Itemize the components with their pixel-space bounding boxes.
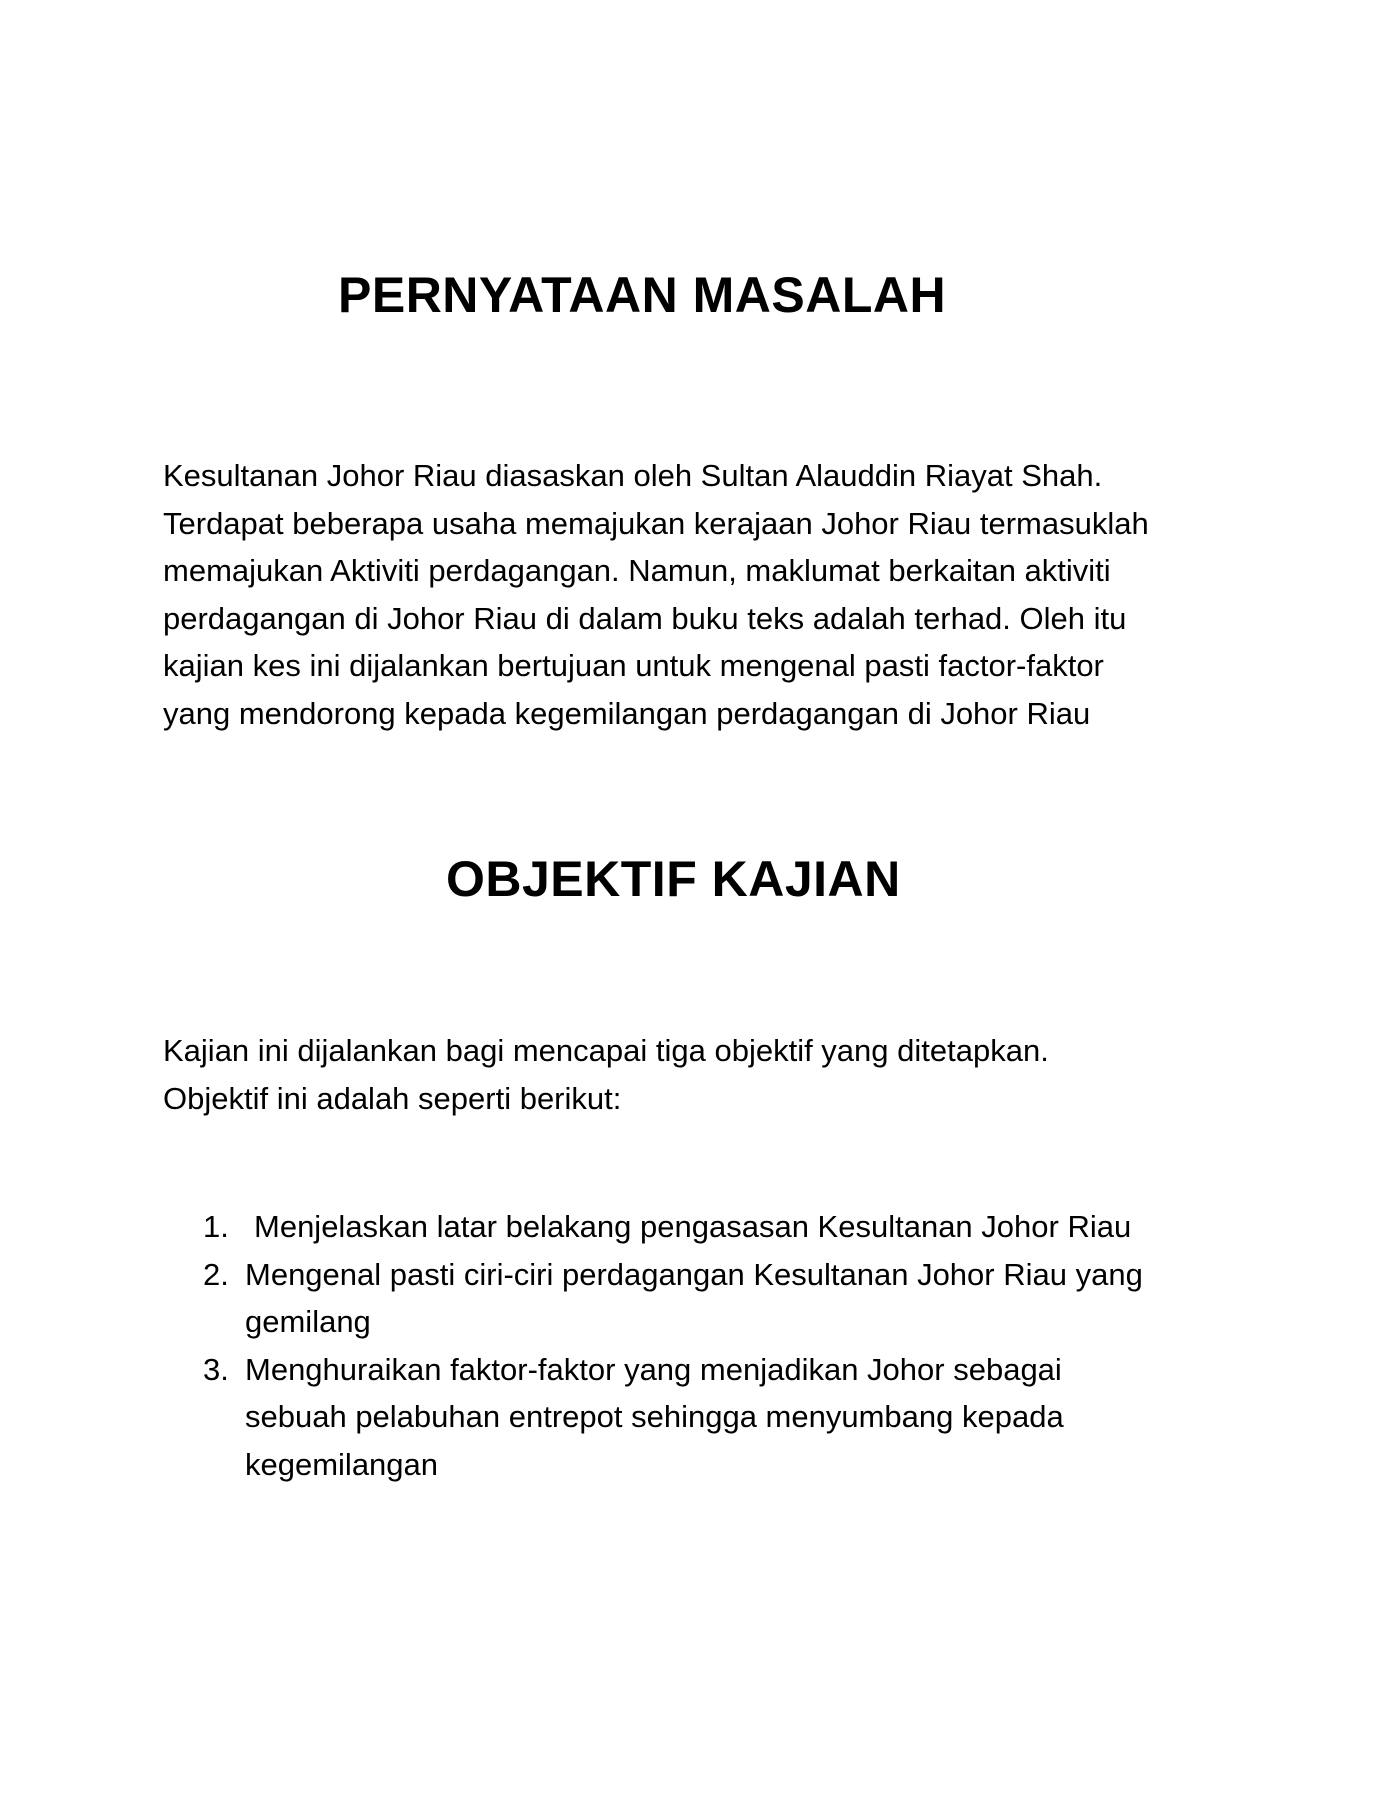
list-number: 1. (203, 1209, 229, 1244)
paragraph-line: Objektif ini adalah seperti berikut: (163, 1080, 622, 1116)
list-item-line: Mengenal pasti ciri-ciri perdagangan Kesultanan Johor Riau yang (245, 1256, 1143, 1292)
list-item (163, 1251, 1263, 1346)
list-item-line: gemilang (245, 1304, 371, 1339)
paragraph-line: memajukan Aktiviti perdagangan. Namun, maklumat berkaitan aktiviti (163, 553, 1111, 588)
list-item-line: Menjelaskan latar belakang pengasasan Kesultanan Johor Riau (254, 1209, 1132, 1244)
paragraph-line: Kesultanan Johor Riau diasaskan oleh Sultan Alauddin Riayat Shah. (163, 458, 1103, 493)
section-heading-objektif-kajian: OBJEKTIF KAJIAN (446, 851, 901, 907)
list-number: 3. (203, 1351, 229, 1387)
paragraph-line: kajian kes ini dijalankan bertujuan untuk mengenal pasti factor-faktor (163, 648, 1104, 683)
section-heading-pernyataan-masalah: PERNYATAAN MASALAH (338, 267, 947, 323)
paragraph-line: Kajian ini dijalankan bagi mencapai tiga objektif yang ditetapkan. (163, 1033, 1049, 1068)
list-item-line: sebuah pelabuhan entrepot sehingga menyumbang kepada (245, 1399, 1064, 1434)
list-number: 2. (203, 1256, 229, 1292)
paragraph-line: perdagangan di Johor Riau di dalam buku teks adalah terhad. Oleh itu (163, 600, 1127, 636)
list-item (163, 1346, 1263, 1489)
list-item-line: Menghuraikan faktor-faktor yang menjadikan Johor sebagai (245, 1351, 1062, 1387)
list-item-line: kegemilangan (245, 1446, 439, 1482)
paragraph-line: Terdapat beberapa usaha memajukan kerajaan Johor Riau termasuklah (163, 505, 1149, 541)
paragraph-line: yang mendorong kepada kegemilangan perdagangan di Johor Riau (163, 695, 1091, 731)
problem-statement-paragraph (163, 452, 1263, 737)
objectives-intro-paragraph (163, 1027, 1263, 1122)
list-item (163, 1203, 1263, 1251)
objectives-list (163, 1203, 1263, 1488)
